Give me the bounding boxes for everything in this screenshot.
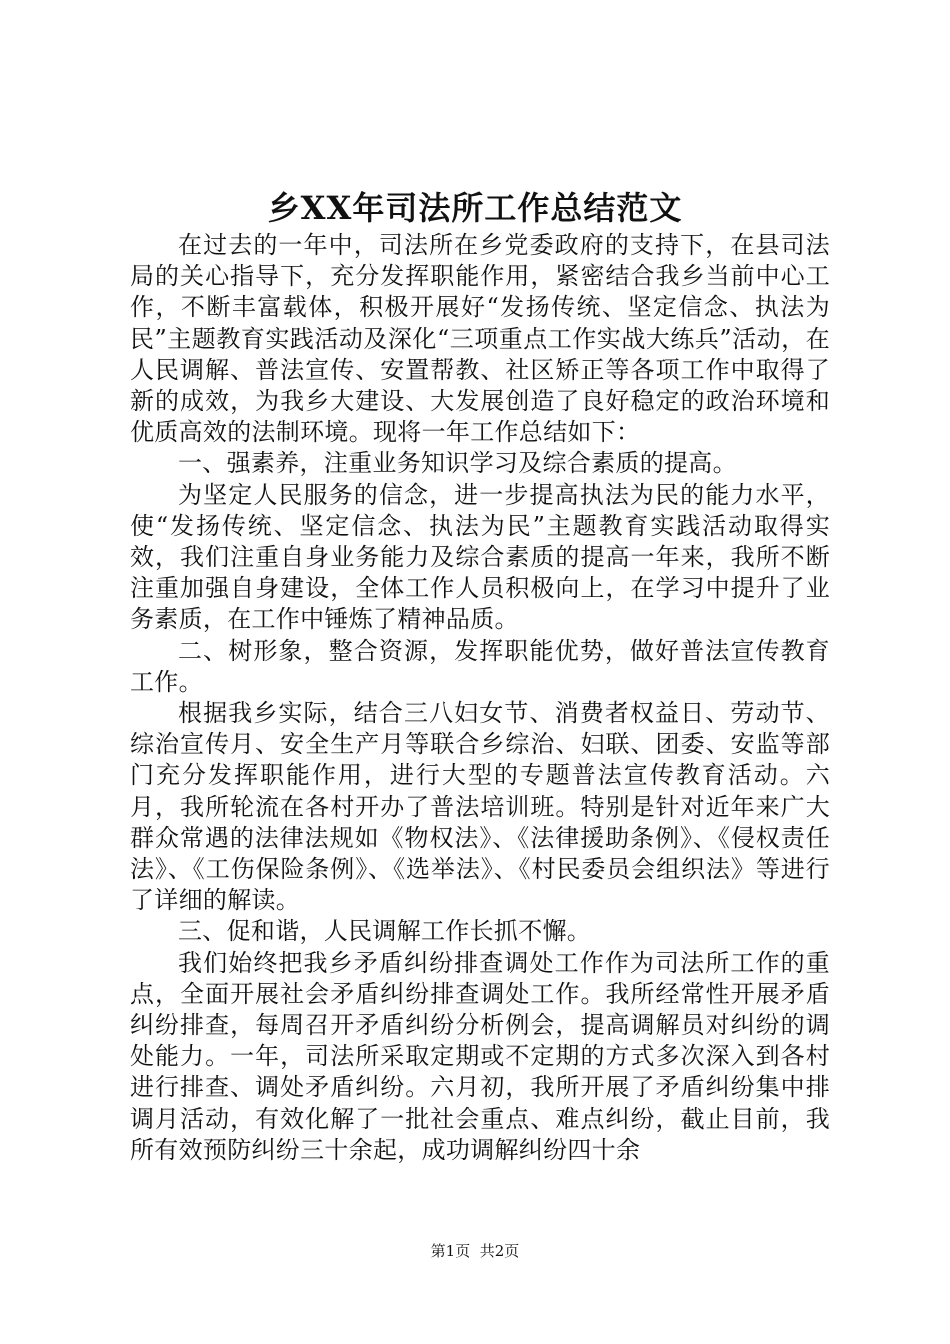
- paragraph-section-1: 为坚定人民服务的信念，进一步提高执法为民的能力水平，使“发扬传统、坚定信念、执法为民”主题教育实践活动取得实效，我们注重自身业务能力及综合素质的提高一年来，我所不断注重加强自身建设，全体工作人员积极向上，在学习中提升了业务素质，在工作中锤炼了精神品质。: [130, 480, 830, 634]
- paragraph-intro: 在过去的一年中，司法所在乡党委政府的支持下，在县司法局的关心指导下，充分发挥职能作用，紧密结合我乡当前中心工作，不断丰富载体，积极开展好“发扬传统、坚定信念、执法为民”主题教育实践活动及深化“三项重点工作实战大练兵”活动，在人民调解、普法宣传、安置帮教、社区矫正等各项工作中取得了新的成效，为我乡大建设、大发展创造了良好稳定的政治环境和优质高效的法制环境。现将一年工作总结如下：: [130, 231, 830, 447]
- section-heading-2: 二、树形象，整合资源，发挥职能优势，做好普法宣传教育工作。: [130, 636, 830, 696]
- document-title: 乡XX年司法所工作总结范文: [267, 189, 683, 227]
- document-body: [130, 230, 830, 1166]
- page-number: 第1页: [430, 1242, 471, 1260]
- section-heading-1: 一、强素养，注重业务知识学习及综合素质的提高。: [178, 449, 737, 478]
- paragraph-section-2: 根据我乡实际，结合三八妇女节、消费者权益日、劳动节、综治宣传月、安全生产月等联合乡综治、妇联、团委、安监等部门充分发挥职能作用，进行大型的专题普法宣传教育活动。六月，我所轮流在各村开办了普法培训班。特别是针对近年来广大群众常遇的法律法规如《物权法》、《法律援助条例》、《侵权责任法》、《工伤保险条例》、《选举法》、《村民委员会组织法》等进行了详细的解读。: [130, 699, 830, 915]
- paragraph-section-3: 我们始终把我乡矛盾纠纷排查调处工作作为司法所工作的重点，全面开展社会矛盾纠纷排查调处工作。我所经常性开展矛盾纠纷排查，每周召开矛盾纠纷分析例会，提高调解员对纠纷的调处能力。一年，司法所采取定期或不定期的方式多次深入到各村进行排查、调处矛盾纠纷。六月初，我所开展了矛盾纠纷集中排调月活动，有效化解了一批社会重点、难点纠纷，截止目前，我所有效预防纠纷三十余起，成功调解纠纷四十余: [130, 948, 830, 1164]
- page-footer: [0, 1241, 950, 1261]
- section-heading-3: 三、促和谐，人民调解工作长抓不懈。: [178, 917, 592, 946]
- page-total: 共2页: [479, 1242, 520, 1260]
